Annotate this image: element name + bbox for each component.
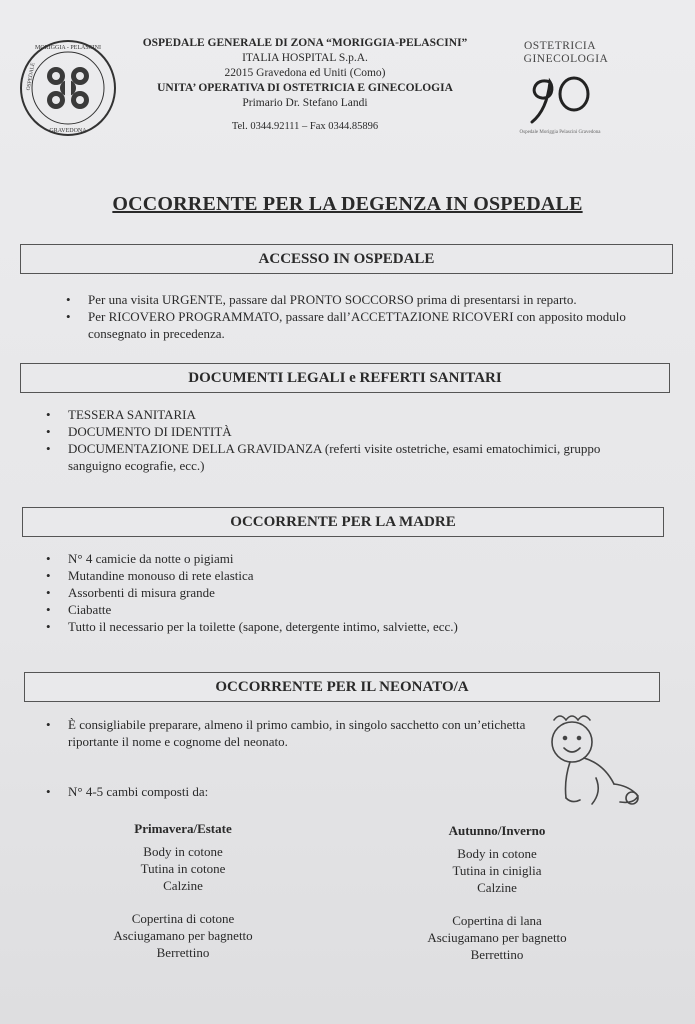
list-item: • DOCUMENTAZIONE DELLA GRAVIDANZA (referti visite ostetriche, esami ematochimici, gruppo sanguigno ecografie, ecc.) bbox=[46, 440, 646, 474]
column-heading: Autunno/Inverno bbox=[448, 823, 546, 838]
header-line-5: Primario Dr. Stefano Landi bbox=[242, 97, 368, 109]
list-item: • N° 4 camicie da notte o pigiami bbox=[46, 550, 646, 567]
column-heading: Primavera/Estate bbox=[134, 821, 232, 836]
header-tel: Tel. 0344.92111 – Fax 0344.85896 bbox=[231, 121, 379, 132]
clothing-item: Asciugamano per bagnetto bbox=[113, 928, 253, 943]
clothing-item: Berrettino bbox=[470, 947, 524, 962]
clothing-item: Body in cotone bbox=[457, 846, 537, 861]
accesso-list bbox=[66, 291, 676, 342]
logo-right-text-2: GINECOLOGIA bbox=[523, 53, 609, 65]
gyneco-symbol-icon bbox=[520, 70, 600, 128]
document-title: OCCORRENTE PER LA DEGENZA IN OSPEDALE bbox=[112, 193, 583, 215]
clothing-item: Berrettino bbox=[156, 945, 210, 960]
list-item: • Assorbenti di misura grande bbox=[46, 584, 646, 601]
clothing-item: Copertina di cotone bbox=[131, 911, 235, 926]
clothing-item: Tutina in cotone bbox=[140, 861, 226, 876]
section-heading-neonato: OCCORRENTE PER IL NEONATO/A bbox=[24, 672, 660, 702]
clothing-item: Tutina in ciniglia bbox=[452, 863, 542, 878]
header-line-4: UNITA’ OPERATIVA DI OSTETRICIA E GINECOLOGIA bbox=[157, 82, 453, 94]
madre-list bbox=[46, 550, 646, 635]
neonato-list bbox=[46, 716, 526, 750]
clothing-item: Asciugamano per bagnetto bbox=[427, 930, 567, 945]
logo-right-text-1: OSTETRICIA bbox=[523, 40, 597, 52]
list-item: • TESSERA SANITARIA bbox=[46, 406, 646, 423]
list-item: • Tutto il necessario per la toilette (sapone, detergente intimo, salviette, ecc.) bbox=[46, 618, 646, 635]
clothing-item: Body in cotone bbox=[143, 844, 223, 859]
obstetrics-logo bbox=[500, 40, 620, 136]
seal-text-top: MORIGGIA - PELASCINI bbox=[35, 45, 101, 51]
hospital-seal-logo bbox=[18, 38, 118, 138]
list-item: • Mutandine monouso di rete elastica bbox=[46, 567, 646, 584]
crawling-baby-icon bbox=[540, 708, 650, 813]
header-line-3: 22015 Gravedona ed Uniti (Como) bbox=[224, 67, 386, 79]
section-heading-documenti: DOCUMENTI LEGALI e REFERTI SANITARI bbox=[20, 363, 670, 393]
header-line-1: OSPEDALE GENERALE DI ZONA “MORIGGIA-PELASCINI” bbox=[142, 37, 468, 49]
section-heading-madre: OCCORRENTE PER LA MADRE bbox=[22, 507, 664, 537]
column-autunno-inverno bbox=[382, 822, 612, 963]
section-heading-accesso: ACCESSO IN OSPEDALE bbox=[20, 244, 673, 274]
logo-right-subtext: Ospedale Moriggia Pelascini Gravedona bbox=[519, 130, 601, 135]
seal-text-left: OSPEDALE bbox=[25, 62, 37, 92]
clothing-item: Calzine bbox=[477, 880, 517, 895]
list-item: • DOCUMENTO DI IDENTITÀ bbox=[46, 423, 646, 440]
clothing-item: Calzine bbox=[163, 878, 203, 893]
list-item: • Per una visita URGENTE, passare dal PRONTO SOCCORSO prima di presentarsi in reparto. bbox=[66, 291, 676, 308]
list-item: • Ciabatte bbox=[46, 601, 646, 618]
documenti-list bbox=[46, 406, 646, 474]
clothing-item: Copertina di lana bbox=[452, 913, 542, 928]
list-item: • Per RICOVERO PROGRAMMATO, passare dall’ACCETTAZIONE RICOVERI con apposito modulo consegnato in precedenza. bbox=[66, 308, 676, 342]
list-item: • È consigliabile preparare, almeno il primo cambio, in singolo sacchetto con un’etichetta riportante il nome e cognome del neonato. bbox=[46, 716, 526, 750]
column-primavera-estate bbox=[68, 820, 298, 961]
hospital-header bbox=[120, 36, 490, 134]
header-line-2: ITALIA HOSPITAL S.p.A. bbox=[242, 52, 368, 64]
list-item: • N° 4-5 cambi composti da: bbox=[46, 783, 446, 800]
neonato-cambi bbox=[46, 783, 446, 800]
seal-text-bottom: GRAVEDONA bbox=[49, 128, 87, 134]
